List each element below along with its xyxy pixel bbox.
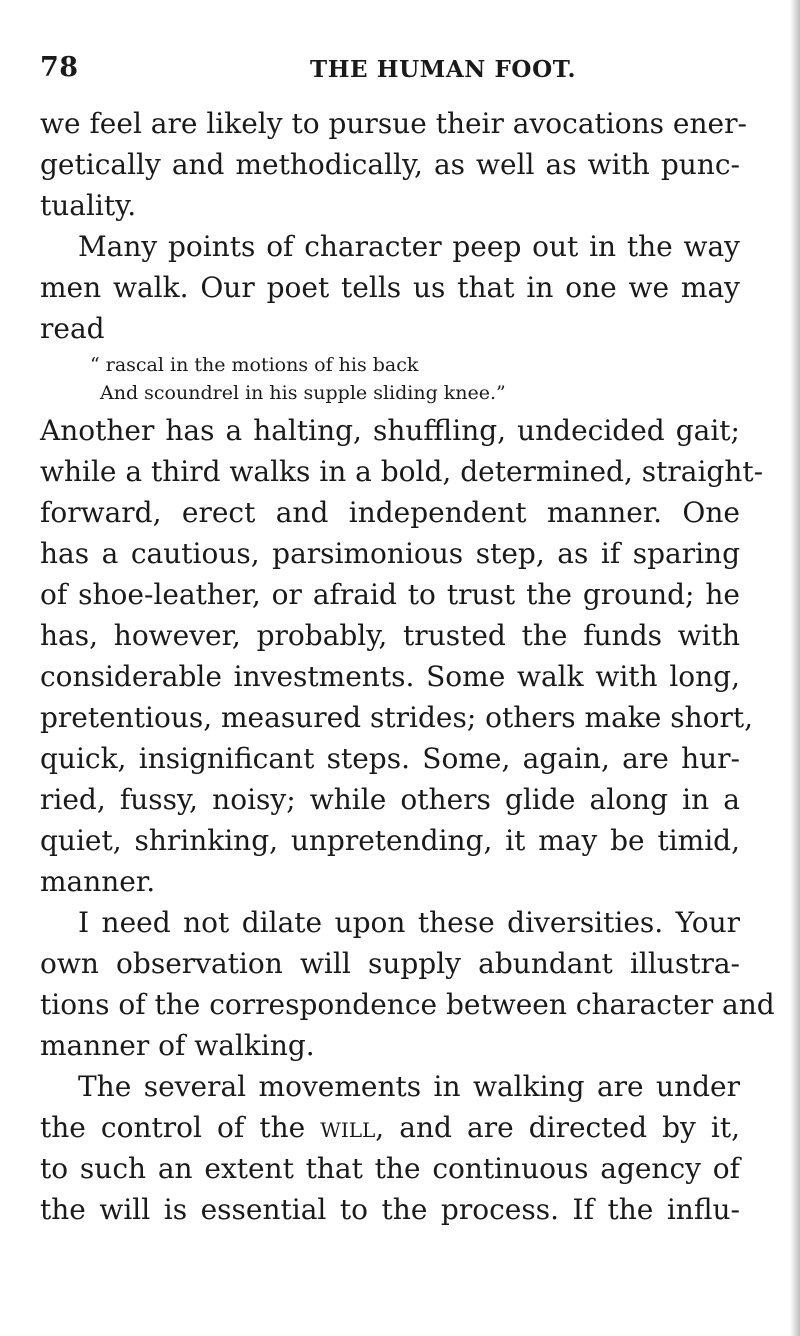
text-line (40, 1107, 740, 1148)
text-line: considerable investments. Some walk with long, (40, 660, 740, 693)
text-line: men walk. Our poet tells us that in one we may (40, 271, 740, 304)
text-line: forward, erect and independent manner. One (40, 496, 740, 529)
text-line: Another has a halting, shuffling, undecided gait; (40, 414, 740, 447)
text-line: pretentious, measured strides; others make short, (40, 701, 754, 734)
text-line: the will is essential to the process. If the influ- (40, 1193, 740, 1226)
text-line: manner. (40, 865, 156, 898)
text-line: ried, fussy, noisy; while others glide along in a (40, 783, 740, 816)
text-line: has, however, probably, trusted the funds with (40, 619, 740, 652)
text-line: Many points of character peep out in the way (78, 230, 740, 263)
quote-line: “ rascal in the motions of his back (90, 354, 419, 376)
text-line: while a third walks in a bold, determined, straight- (40, 455, 764, 488)
paragraph-4 (40, 902, 775, 1066)
paragraph-5 (40, 1066, 740, 1230)
paragraph-2 (40, 226, 740, 349)
block-quote (40, 351, 740, 407)
text-run: , and are directed by it, (375, 1111, 740, 1144)
text-line: tuality. (40, 189, 137, 222)
paragraph-1 (40, 103, 747, 226)
paragraph-3 (40, 410, 764, 902)
text-line: read (40, 312, 105, 345)
text-line: of shoe-leather, or afraid to trust the ground; he (40, 578, 740, 611)
text-line: getically and methodically, as well as with punc- (40, 148, 740, 181)
quote-line: And scoundrel in his supple sliding knee.” (100, 382, 506, 404)
text-line: to such an extent that the continuous agency of (40, 1152, 740, 1185)
page-number: 78 (40, 52, 79, 83)
text-line: own observation will supply abundant illustra- (40, 947, 740, 980)
page-body (40, 103, 775, 1230)
text-line: The several movements in walking are under (78, 1070, 740, 1103)
text-line: has a cautious, parsimonious step, as if sparing (40, 537, 740, 570)
page-edge-shadow (790, 0, 800, 1336)
text-line: quick, insignificant steps. Some, again, are hur- (40, 742, 740, 775)
page-header (40, 52, 760, 92)
text-run: the control of the (40, 1111, 321, 1144)
running-head: THE HUMAN FOOT. (310, 56, 577, 83)
small-caps-word: will (320, 1111, 376, 1144)
text-line: quiet, shrinking, unpretending, it may be timid, (40, 824, 740, 857)
text-line: I need not dilate upon these diversities. Your (78, 906, 740, 939)
text-line: manner of walking. (40, 1029, 315, 1062)
text-line: tions of the correspondence between character and (40, 988, 775, 1021)
text-line: we feel are likely to pursue their avocations ener- (40, 107, 747, 140)
